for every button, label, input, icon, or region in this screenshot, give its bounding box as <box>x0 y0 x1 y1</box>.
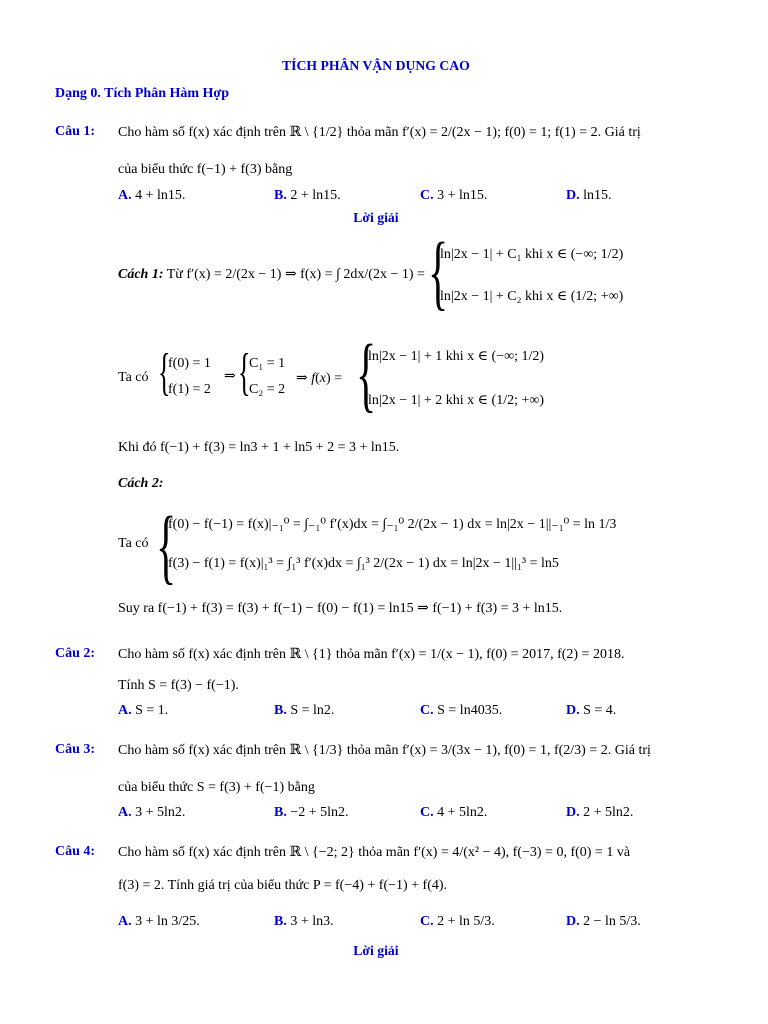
choice-letter: C. <box>420 914 434 929</box>
piecewise-case: ln|2x − 1| + C₁ khi x ∈ (−∞; 1/2) <box>440 247 624 262</box>
choice-letter: C. <box>420 703 434 718</box>
choice-text: 4 + ln15. <box>135 188 186 203</box>
integral-line: f(0) − f(−1) = f(x)|₋₁⁰ = ∫₋₁⁰ f′(x)dx = ∫₋₁⁰ 2/(2x − 1) dx = ln|2x − 1||₋₁⁰ = ln 1/3 <box>168 517 617 532</box>
choice-text: 2 + 5ln2. <box>583 805 634 820</box>
choice-letter: B. <box>274 914 287 929</box>
choice-letter: D. <box>566 703 580 718</box>
choice-text: S = ln4035. <box>437 703 503 718</box>
result-prefix: ⇒ f(x) = <box>296 371 343 386</box>
choice-text: −2 + 5ln2. <box>290 805 349 820</box>
question-label: Câu 4: <box>55 844 96 859</box>
choice-text: 3 + ln3. <box>290 914 334 929</box>
choice-letter: A. <box>118 703 132 718</box>
choice-letter: D. <box>566 805 580 820</box>
choice-a <box>118 914 200 930</box>
choice-c <box>420 914 495 930</box>
conclusion-line: Khi đó f(−1) + f(3) = ln3 + 1 + ln5 + 2 = 3 + ln15. <box>118 440 400 455</box>
taco-label: Ta có <box>118 370 149 385</box>
system-line: f(1) = 2 <box>168 382 211 397</box>
choice-letter: C. <box>420 805 434 820</box>
brace-icon: { <box>156 500 177 593</box>
choice-d <box>566 188 612 204</box>
question-stem: Cho hàm số f(x) xác định trên ℝ \ {−2; 2} thỏa mãn f′(x) = 4/(x² − 4), f(−3) = 0, f(0) = 1 và <box>118 845 631 860</box>
choice-d <box>566 805 633 821</box>
piecewise-case: ln|2x − 1| + 1 khi x ∈ (−∞; 1/2) <box>368 349 545 364</box>
question-label: Câu 2: <box>55 646 96 661</box>
solution-heading: Lời giải <box>353 211 399 226</box>
question-stem-cont: của biểu thức S = f(3) + f(−1) bằng <box>118 780 315 795</box>
choice-c <box>420 703 502 719</box>
method-label: Cách 1: <box>118 267 164 282</box>
choice-b <box>274 703 334 719</box>
brace-icon: { <box>428 226 449 319</box>
choice-text: 2 + ln 5/3. <box>437 914 495 929</box>
question-stem-cont: f(3) = 2. Tính giá trị của biểu thức P = f(−4) + f(−1) + f(4). <box>118 878 448 893</box>
question-stem: Cho hàm số f(x) xác định trên ℝ \ {1/2} thỏa mãn f′(x) = 2/(2x − 1); f(0) = 1; f(1) = 2. Giá trị <box>118 125 641 140</box>
choice-d <box>566 914 641 930</box>
choice-text: 2 − ln 5/3. <box>583 914 641 929</box>
brace-icon: { <box>356 328 377 421</box>
choice-c <box>420 805 487 821</box>
section-heading: Dạng 0. Tích Phân Hàm Hợp <box>55 86 229 101</box>
question-stem: Cho hàm số f(x) xác định trên ℝ \ {1} thỏa mãn f′(x) = 1/(x − 1), f(0) = 2017, f(2) = 2018. <box>118 647 625 662</box>
choice-letter: A. <box>118 914 132 929</box>
choice-a <box>118 805 185 821</box>
choice-a <box>118 188 185 204</box>
system-line: f(0) = 1 <box>168 356 211 371</box>
taco-label: Ta có <box>118 536 149 551</box>
choice-text: 2 + ln15. <box>290 188 341 203</box>
choice-letter: B. <box>274 188 287 203</box>
choice-a <box>118 703 168 719</box>
choice-d <box>566 703 616 719</box>
solution-heading: Lời giải <box>353 944 399 959</box>
question-stem: Cho hàm số f(x) xác định trên ℝ \ {1/3} thỏa mãn f′(x) = 3/(3x − 1), f(0) = 1, f(2/3) = 2. Giá trị <box>118 743 651 758</box>
implies-icon: ⇒ <box>224 369 236 384</box>
piecewise-case: ln|2x − 1| + C₂ khi x ∈ (1/2; +∞) <box>440 289 624 304</box>
choice-letter: A. <box>118 188 132 203</box>
brace-icon: { <box>158 344 171 401</box>
choice-letter: B. <box>274 805 287 820</box>
choice-letter: B. <box>274 703 287 718</box>
system-line: C₂ = 2 <box>249 382 286 397</box>
choice-text: S = ln2. <box>290 703 335 718</box>
page-title: TÍCH PHÂN VẬN DỤNG CAO <box>282 59 470 74</box>
choice-b <box>274 188 341 204</box>
choice-text: S = 4. <box>583 703 617 718</box>
choice-letter: D. <box>566 188 580 203</box>
system-line: C₁ = 1 <box>249 356 286 371</box>
piecewise-case: ln|2x − 1| + 2 khi x ∈ (1/2; +∞) <box>368 393 545 408</box>
method-1-line <box>118 266 425 283</box>
question-stem-cont: của biểu thức f(−1) + f(3) bằng <box>118 162 293 177</box>
choice-text: S = 1. <box>135 703 169 718</box>
method-text: Từ f′(x) = 2/(2x − 1) ⇒ f(x) = ∫ 2dx/(2x − 1) = <box>166 267 425 282</box>
choice-c <box>420 188 487 204</box>
choice-letter: C. <box>420 188 434 203</box>
method-label: Cách 2: <box>118 476 164 491</box>
conclusion-line: Suy ra f(−1) + f(3) = f(3) + f(−1) − f(0) − f(1) = ln15 ⇒ f(−1) + f(3) = 3 + ln15. <box>118 601 563 616</box>
choice-letter: A. <box>118 805 132 820</box>
choice-b <box>274 805 349 821</box>
choice-text: 4 + 5ln2. <box>437 805 488 820</box>
choice-text: ln15. <box>583 188 612 203</box>
question-label: Câu 3: <box>55 742 96 757</box>
choice-letter: D. <box>566 914 580 929</box>
question-stem-cont: Tính S = f(3) − f(−1). <box>118 678 239 693</box>
choice-b <box>274 914 334 930</box>
question-label: Câu 1: <box>55 124 96 139</box>
choice-text: 3 + ln15. <box>437 188 488 203</box>
choice-text: 3 + ln 3/25. <box>135 914 200 929</box>
integral-line: f(3) − f(1) = f(x)|₁³ = ∫₁³ f′(x)dx = ∫₁³ 2/(2x − 1) dx = ln|2x − 1||₁³ = ln5 <box>168 556 559 571</box>
brace-icon: { <box>238 344 251 401</box>
choice-text: 3 + 5ln2. <box>135 805 186 820</box>
